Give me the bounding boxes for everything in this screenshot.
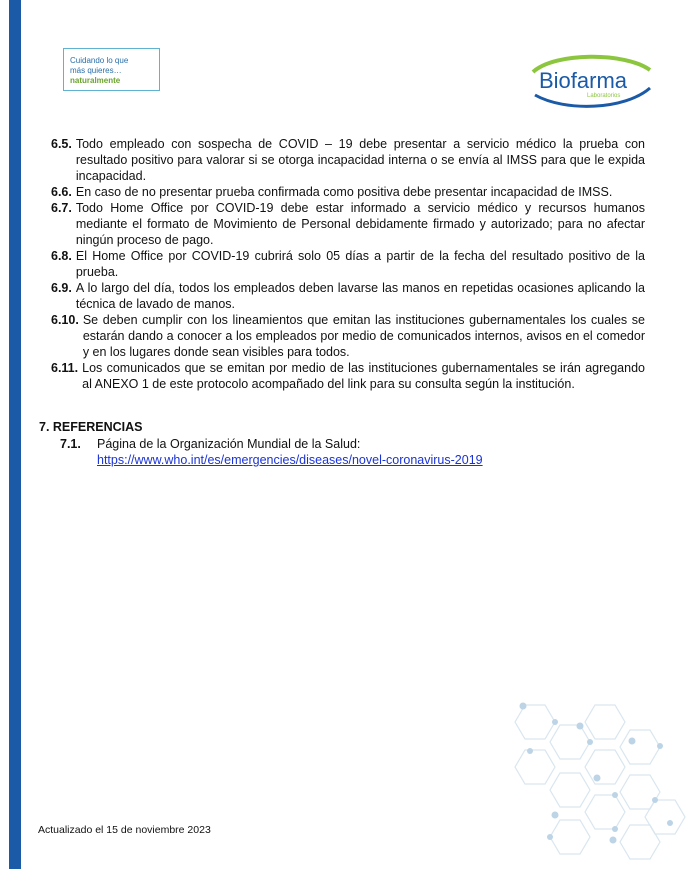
item-text: Los comunicados que se emitan por medio de las instituciones gubernamentales se irán agregando al ANEXO 1 de este protocolo acompañado del link para su consulta según la institución. xyxy=(82,361,645,391)
item-number: 6.5. xyxy=(51,137,72,151)
list-item xyxy=(51,280,645,312)
reference-item xyxy=(60,436,483,468)
left-accent-bar xyxy=(9,0,21,869)
item-text: En caso de no presentar prueba confirmada como positiva debe presentar incapacidad de IMSS. xyxy=(75,185,613,199)
slogan-line-1: Cuidando lo que xyxy=(70,56,129,65)
slogan-line-3: naturalmente xyxy=(70,76,121,85)
list-item xyxy=(51,184,645,200)
reference-text: Página de la Organización Mundial de la Salud: xyxy=(97,437,361,451)
section-title: 7. REFERENCIAS xyxy=(39,420,143,434)
hexagon-decoration xyxy=(505,695,687,869)
item-text: Todo Home Office por COVID-19 debe estar informado a servicio médico y recursos humanos mediante el formato de Movimiento de Personal debidamente firmado y autorizado; para no afectar ningún proceso de pago. xyxy=(75,201,645,247)
logo-subtext: Laboratorios xyxy=(587,93,621,99)
footer-date: Actualizado el 15 de noviembre 2023 xyxy=(38,824,211,836)
item-text: A lo largo del día, todos los empleados deben lavarse las manos en repetidas ocasiones aplicando la técnica de lavado de manos. xyxy=(75,281,645,311)
list-item xyxy=(51,312,645,360)
list-item xyxy=(51,248,645,280)
item-number: 6.7. xyxy=(51,201,72,215)
numbered-list xyxy=(51,136,645,392)
item-number: 6.10. xyxy=(51,313,79,327)
list-item xyxy=(51,360,645,392)
reference-number: 7.1. xyxy=(60,437,81,451)
item-text: Todo empleado con sospecha de COVID – 19 debe presentar a servicio médico la prueba con resultado positivo para valorar si se otorga incapacidad interna o se envía al IMSS para que le expida incapacidad. xyxy=(75,137,645,183)
list-item xyxy=(51,200,645,248)
item-number: 6.8. xyxy=(51,249,72,263)
item-number: 6.9. xyxy=(51,281,72,295)
item-number: 6.11. xyxy=(51,361,79,375)
slogan-line-2: más quieres… xyxy=(70,66,122,75)
item-number: 6.6. xyxy=(51,185,72,199)
item-text: Se deben cumplir con los lineamientos que emitan las instituciones gubernamentales los cuales se estarán dando a conocer a los empleados por medio de comunicados internos, avisos en el comedor y en los lugares donde sean visibles para todos. xyxy=(82,313,645,359)
biofarma-logo xyxy=(525,50,655,110)
reference-link[interactable]: https://www.who.int/es/emergencies/diseases/novel-coronavirus-2019 xyxy=(97,453,483,467)
logo-text: Biofarma xyxy=(539,68,628,93)
slogan-box xyxy=(63,48,160,91)
item-text: El Home Office por COVID-19 cubrirá solo 05 días a partir de la fecha del resultado positivo de la prueba. xyxy=(75,249,645,279)
list-item xyxy=(51,136,645,184)
section-references xyxy=(39,419,143,435)
